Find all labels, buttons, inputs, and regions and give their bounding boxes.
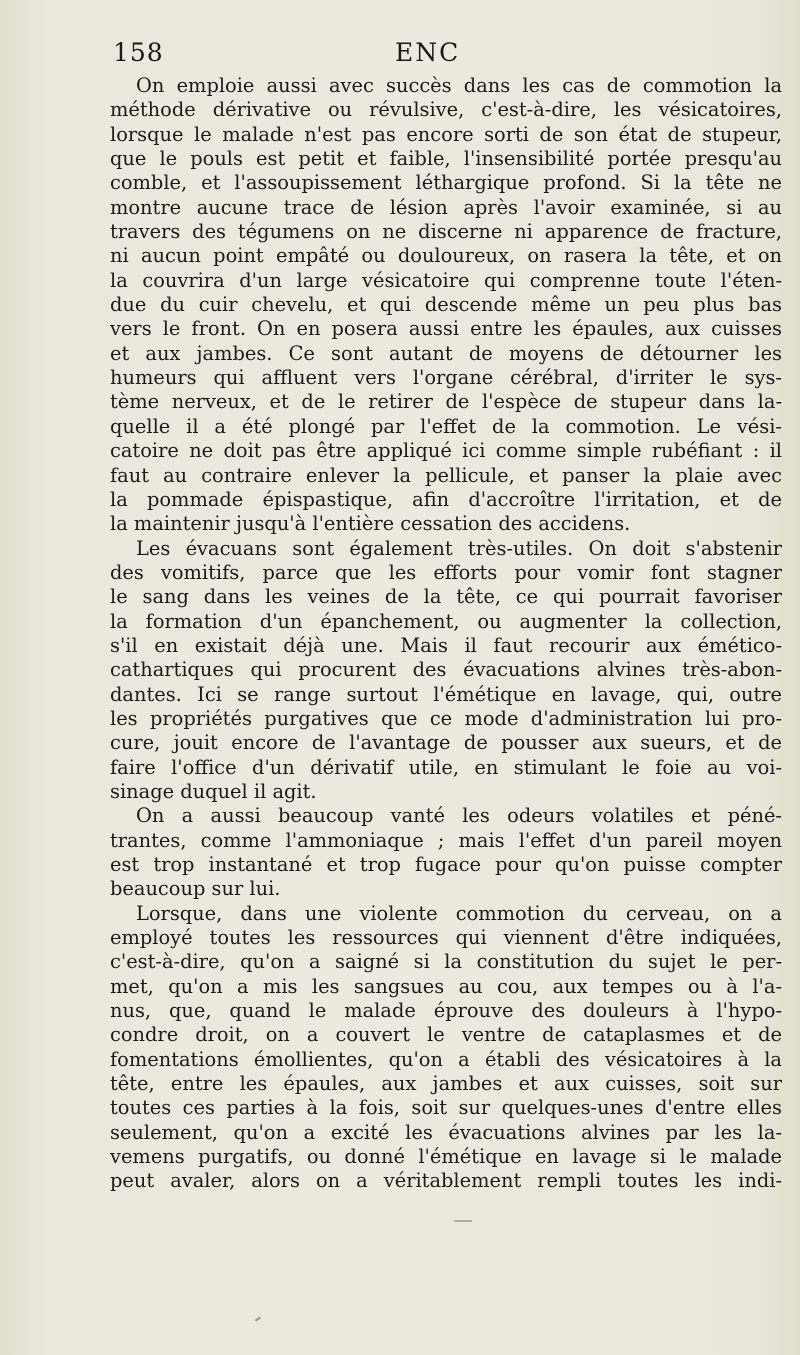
paper-speck	[255, 1316, 261, 1321]
text-line: Les évacuans sont également très-utiles. On doit s'abstenir	[136, 536, 782, 560]
running-head: ENC	[395, 38, 461, 67]
print-mark	[454, 1220, 472, 1222]
text-line: peut avaler, alors on a véritablement rempli toutes les indi-	[110, 1169, 782, 1193]
text-line: quelle il a été plongé par l'effet de la commotion. Le vési-	[110, 414, 782, 438]
text-line: Lorsque, dans une violente commotion du cerveau, on a	[136, 901, 782, 925]
text-line: toutes ces parties à la fois, soit sur quelques-unes d'entre elles	[110, 1096, 782, 1120]
text-line: montre aucune trace de lésion après l'avoir examinée, si au	[110, 195, 782, 219]
text-line: la pommade épispastique, afin d'accroître l'irritation, et de	[110, 487, 782, 511]
text-line: c'est-à-dire, qu'on a saigné si la constitution du sujet le per-	[110, 950, 782, 974]
text-line: nus, que, quand le malade éprouve des douleurs à l'hypo-	[110, 999, 782, 1023]
text-line: humeurs qui affluent vers l'organe cérébral, d'irriter le sys-	[110, 366, 782, 390]
text-line: lorsque le malade n'est pas encore sorti de son état de stupeur,	[110, 122, 782, 146]
page-number: 158	[113, 38, 164, 67]
text-line: les propriétés purgatives que ce mode d'administration lui pro-	[110, 706, 782, 730]
text-line: due du cuir chevelu, et qui descende même un peu plus bas	[110, 293, 782, 317]
text-line: que le pouls est petit et faible, l'insensibilité portée presqu'au	[110, 147, 782, 171]
text-line: cure, jouit encore de l'avantage de pousser aux sueurs, et de	[110, 731, 782, 755]
text-line: et aux jambes. Ce sont autant de moyens de détourner les	[110, 341, 782, 365]
text-line: sinage duquel il agit.	[110, 779, 317, 803]
text-line: méthode dérivative ou révulsive, c'est-à-dire, les vésicatoires,	[110, 98, 782, 122]
text-line: beaucoup sur lui.	[110, 877, 281, 901]
text-line: cathartiques qui procurent des évacuations alvines très-abon-	[110, 658, 782, 682]
text-line: dantes. Ici se range surtout l'émétique en lavage, qui, outre	[110, 682, 782, 706]
text-line: la formation d'un épanchement, ou augmenter la collection,	[110, 609, 782, 633]
body-text	[110, 74, 782, 1194]
text-line: s'il en existait déjà une. Mais il faut recourir aux émético-	[110, 633, 782, 657]
text-line: fomentations émollientes, qu'on a établi des vésicatoires à la	[110, 1047, 782, 1071]
text-line: condre droit, on a couvert le ventre de cataplasmes et de	[110, 1023, 782, 1047]
text-line: vers le front. On en posera aussi entre les épaules, aux cuisses	[110, 317, 782, 341]
page-header	[113, 38, 772, 72]
text-line: comble, et l'assoupissement léthargique profond. Si la tête ne	[110, 171, 782, 195]
text-line: employé toutes les ressources qui viennent d'être indiquées,	[110, 926, 782, 950]
text-line: trantes, comme l'ammoniaque ; mais l'effet d'un pareil moyen	[110, 828, 782, 852]
text-line: travers des tégumens on ne discerne ni apparence de fracture,	[110, 220, 782, 244]
text-line: catoire ne doit pas être appliqué ici comme simple rubéfiant : il	[110, 439, 782, 463]
text-line: le sang dans les veines de la tête, ce qui pourrait favoriser	[110, 585, 782, 609]
text-line: tête, entre les épaules, aux jambes et aux cuisses, soit sur	[110, 1072, 782, 1096]
text-line: tème nerveux, et de le retirer de l'espèce de stupeur dans la-	[110, 390, 782, 414]
text-line: faut au contraire enlever la pellicule, et panser la plaie avec	[110, 463, 782, 487]
text-line: vemens purgatifs, ou donné l'émétique en lavage si le malade	[110, 1145, 782, 1169]
text-line: la couvrira d'un large vésicatoire qui comprenne toute l'éten-	[110, 268, 782, 292]
text-line: met, qu'on a mis les sangsues au cou, aux tempes ou à l'a-	[110, 974, 782, 998]
text-line: On emploie aussi avec succès dans les cas de commotion la	[136, 74, 782, 97]
text-line: faire l'office d'un dérivatif utile, en stimulant le foie au voi-	[110, 755, 782, 779]
text-line: la maintenir jusqu'à l'entière cessation des accidens.	[110, 512, 631, 536]
text-line: est trop instantané et trop fugace pour qu'on puisse compter	[110, 853, 782, 876]
text-line: On a aussi beaucoup vanté les odeurs volatiles et péné-	[136, 804, 782, 828]
text-line: ni aucun point empâté ou douloureux, on rasera la tête, et on	[110, 244, 782, 268]
text-line: seulement, qu'on a excité les évacuations alvines par les la-	[110, 1120, 782, 1144]
text-line: des vomitifs, parce que les efforts pour vomir font stagner	[110, 560, 782, 584]
